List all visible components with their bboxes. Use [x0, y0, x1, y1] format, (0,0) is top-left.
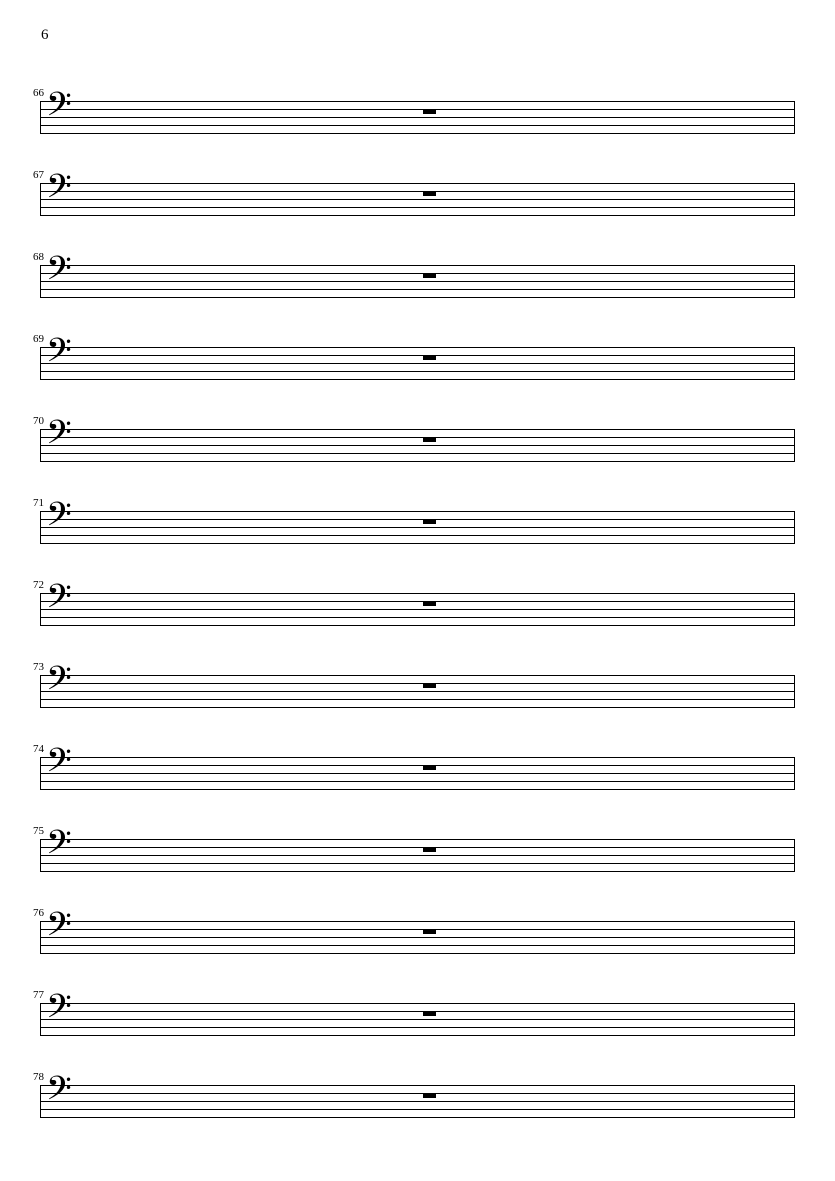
staff-line	[40, 273, 795, 274]
staff-system	[0, 662, 835, 744]
staff-line	[40, 543, 795, 544]
staff-line	[40, 437, 795, 438]
staff-line	[40, 125, 795, 126]
barline-end	[794, 675, 795, 708]
barline-end	[794, 757, 795, 790]
barline-end	[794, 1085, 795, 1118]
staff	[40, 988, 795, 1036]
bass-clef-icon: 𝄢	[46, 86, 72, 132]
staff-line	[40, 461, 795, 462]
staff	[40, 86, 795, 134]
whole-rest-icon	[423, 765, 436, 770]
measure-number: 76	[33, 907, 44, 919]
staff-line	[40, 183, 795, 184]
staff-line	[40, 207, 795, 208]
staff-line	[40, 1019, 795, 1020]
staff-line	[40, 1093, 795, 1094]
barline-end	[794, 183, 795, 216]
barline-start	[40, 183, 41, 216]
staff-line	[40, 601, 795, 602]
measure-number: 69	[33, 333, 44, 345]
staff-system-list	[0, 88, 835, 1154]
staff-system	[0, 908, 835, 990]
measure-number: 78	[33, 1071, 44, 1083]
measure-number: 77	[33, 989, 44, 1001]
staff-line	[40, 593, 795, 594]
measure-number: 70	[33, 415, 44, 427]
staff-system	[0, 252, 835, 334]
whole-rest-icon	[423, 437, 436, 442]
staff-system	[0, 826, 835, 908]
staff-line	[40, 133, 795, 134]
bass-clef-icon: 𝄢	[46, 250, 72, 296]
measure-number: 75	[33, 825, 44, 837]
bass-clef-icon: 𝄢	[46, 578, 72, 624]
staff-line	[40, 1035, 795, 1036]
staff-system	[0, 580, 835, 662]
staff	[40, 660, 795, 708]
staff-system	[0, 88, 835, 170]
staff-line	[40, 363, 795, 364]
measure-number: 73	[33, 661, 44, 673]
barline-start	[40, 675, 41, 708]
barline-start	[40, 101, 41, 134]
staff-line	[40, 1117, 795, 1118]
bass-clef-icon: 𝄢	[46, 824, 72, 870]
staff	[40, 250, 795, 298]
staff-line	[40, 379, 795, 380]
staff-line	[40, 789, 795, 790]
staff-system	[0, 334, 835, 416]
staff-line	[40, 117, 795, 118]
whole-rest-icon	[423, 929, 436, 934]
staff-line	[40, 1011, 795, 1012]
staff-line	[40, 625, 795, 626]
staff-line	[40, 1085, 795, 1086]
staff-line	[40, 191, 795, 192]
measure-number: 68	[33, 251, 44, 263]
barline-end	[794, 347, 795, 380]
barline-start	[40, 839, 41, 872]
staff-line	[40, 429, 795, 430]
barline-start	[40, 757, 41, 790]
measure-number: 72	[33, 579, 44, 591]
staff	[40, 906, 795, 954]
measure-number: 74	[33, 743, 44, 755]
staff-system	[0, 990, 835, 1072]
staff	[40, 1070, 795, 1118]
staff	[40, 168, 795, 216]
staff-line	[40, 847, 795, 848]
barline-start	[40, 1085, 41, 1118]
staff-line	[40, 773, 795, 774]
staff-line	[40, 199, 795, 200]
barline-start	[40, 511, 41, 544]
bass-clef-icon: 𝄢	[46, 332, 72, 378]
staff-system	[0, 170, 835, 252]
staff-line	[40, 371, 795, 372]
staff-line	[40, 527, 795, 528]
staff-line	[40, 453, 795, 454]
staff-line	[40, 855, 795, 856]
staff-line	[40, 445, 795, 446]
staff-line	[40, 675, 795, 676]
staff-system	[0, 1072, 835, 1154]
bass-clef-icon: 𝄢	[46, 496, 72, 542]
staff-system	[0, 744, 835, 826]
measure-number: 67	[33, 169, 44, 181]
staff	[40, 824, 795, 872]
staff-line	[40, 871, 795, 872]
barline-end	[794, 265, 795, 298]
bass-clef-icon: 𝄢	[46, 742, 72, 788]
staff-line	[40, 863, 795, 864]
barline-end	[794, 511, 795, 544]
staff-line	[40, 1101, 795, 1102]
staff-line	[40, 683, 795, 684]
barline-start	[40, 265, 41, 298]
staff	[40, 496, 795, 544]
barline-end	[794, 101, 795, 134]
staff-line	[40, 265, 795, 266]
staff-line	[40, 281, 795, 282]
whole-rest-icon	[423, 601, 436, 606]
barline-start	[40, 921, 41, 954]
staff-line	[40, 781, 795, 782]
staff-line	[40, 609, 795, 610]
bass-clef-icon: 𝄢	[46, 906, 72, 952]
barline-start	[40, 1003, 41, 1036]
whole-rest-icon	[423, 191, 436, 196]
staff-line	[40, 535, 795, 536]
whole-rest-icon	[423, 1093, 436, 1098]
staff-line	[40, 355, 795, 356]
staff-line	[40, 617, 795, 618]
bass-clef-icon: 𝄢	[46, 168, 72, 214]
staff-line	[40, 945, 795, 946]
staff-line	[40, 215, 795, 216]
staff-line	[40, 953, 795, 954]
staff-line	[40, 1027, 795, 1028]
bass-clef-icon: 𝄢	[46, 660, 72, 706]
staff-line	[40, 839, 795, 840]
staff	[40, 578, 795, 626]
barline-end	[794, 1003, 795, 1036]
staff-line	[40, 347, 795, 348]
whole-rest-icon	[423, 1011, 436, 1016]
staff-system	[0, 498, 835, 580]
staff	[40, 742, 795, 790]
staff	[40, 332, 795, 380]
whole-rest-icon	[423, 273, 436, 278]
staff-line	[40, 765, 795, 766]
staff-line	[40, 699, 795, 700]
barline-end	[794, 839, 795, 872]
staff-line	[40, 519, 795, 520]
staff-line	[40, 101, 795, 102]
staff-line	[40, 289, 795, 290]
barline-start	[40, 347, 41, 380]
staff-line	[40, 109, 795, 110]
staff-line	[40, 691, 795, 692]
whole-rest-icon	[423, 109, 436, 114]
whole-rest-icon	[423, 355, 436, 360]
staff	[40, 414, 795, 462]
staff-system	[0, 416, 835, 498]
staff-line	[40, 707, 795, 708]
barline-end	[794, 429, 795, 462]
staff-line	[40, 929, 795, 930]
bass-clef-icon: 𝄢	[46, 988, 72, 1034]
measure-number: 71	[33, 497, 44, 509]
barline-start	[40, 429, 41, 462]
barline-end	[794, 593, 795, 626]
whole-rest-icon	[423, 683, 436, 688]
barline-end	[794, 921, 795, 954]
whole-rest-icon	[423, 847, 436, 852]
staff-line	[40, 1003, 795, 1004]
staff-line	[40, 1109, 795, 1110]
page-number: 6	[41, 27, 49, 43]
staff-line	[40, 757, 795, 758]
measure-number: 66	[33, 87, 44, 99]
staff-line	[40, 511, 795, 512]
barline-start	[40, 593, 41, 626]
staff-line	[40, 937, 795, 938]
staff-line	[40, 921, 795, 922]
bass-clef-icon: 𝄢	[46, 1070, 72, 1116]
staff-line	[40, 297, 795, 298]
bass-clef-icon: 𝄢	[46, 414, 72, 460]
whole-rest-icon	[423, 519, 436, 524]
